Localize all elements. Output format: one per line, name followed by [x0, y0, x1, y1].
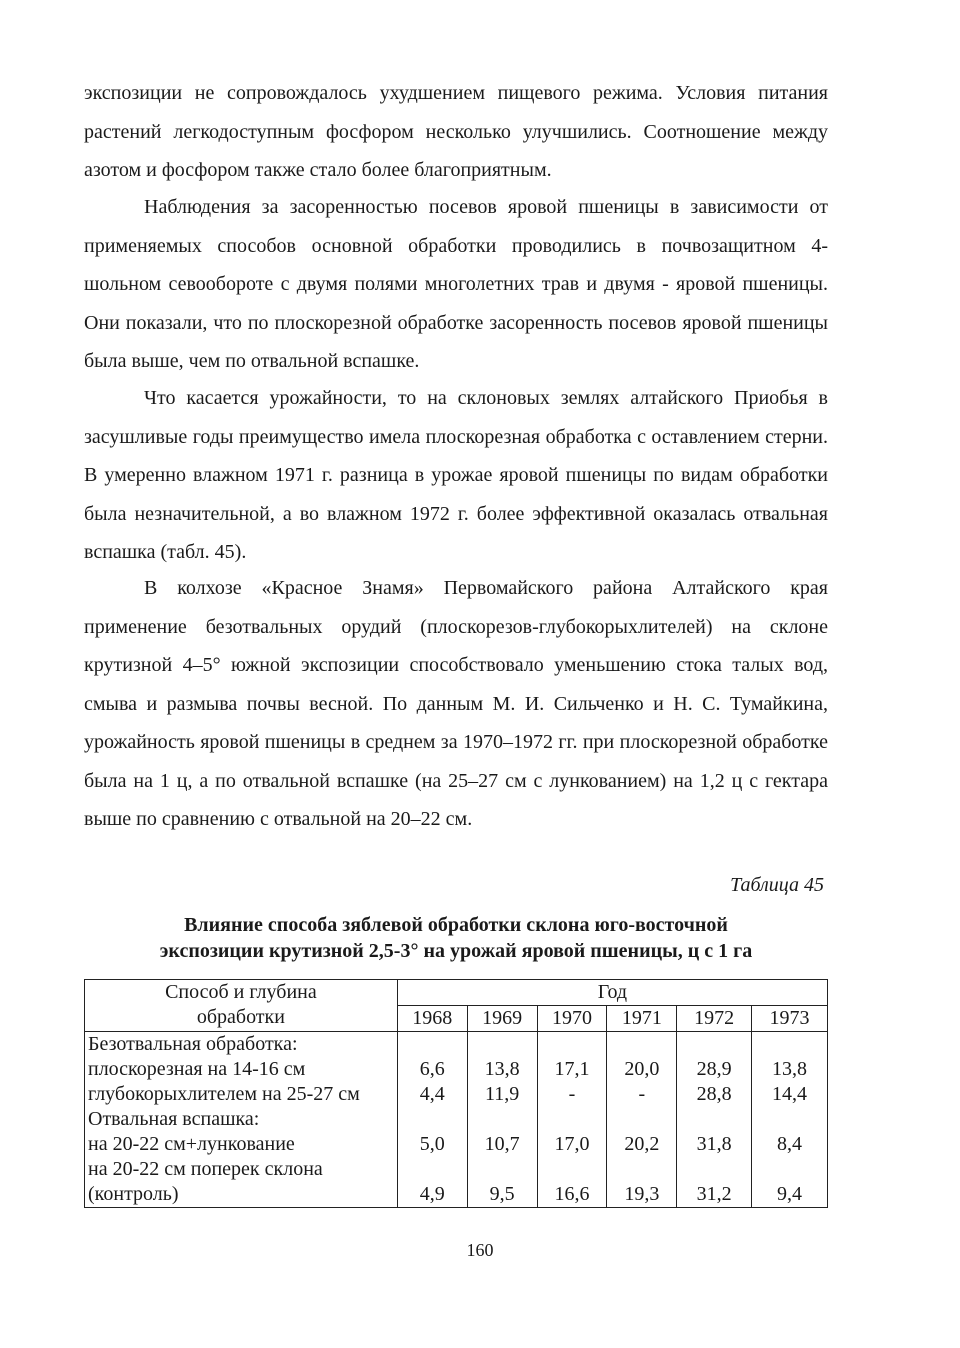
header-method-line-1: Способ и глубина	[165, 981, 317, 1003]
value-cell: -	[638, 1083, 646, 1105]
page-number: 160	[466, 1240, 494, 1260]
year-cell: 1972	[677, 1006, 752, 1032]
row-label: глубокорыхлителем на 25-27 см	[88, 1083, 360, 1105]
header-year: Год	[397, 980, 827, 1006]
value-column	[607, 1032, 677, 1208]
paragraph-2: Наблюдения за засоренностью посевов яровой пшеницы в зависимости от применяемых способов основной обработки проводились в почвозащитном 4-шольном севообороте с двумя полями многолетних трав и двумя - яровой пшеницы. Они показали, что по плоскорезной обработке засоренность посевов яровой пшеницы была выше, чем по отвальной вспашке.	[84, 196, 828, 372]
table-title	[84, 912, 828, 964]
value-cell: 9,4	[777, 1183, 803, 1205]
table-container	[84, 979, 828, 1208]
value-cell: 20,0	[624, 1058, 660, 1080]
paragraph-3: Что касается урожайности, то на склоновых землях алтайского Приобья в засушливые годы преимущество имела плоскорезная обработка с оставлением стерни. В умеренно влажном 1971 г. разница в урожае яровой пшеницы по видам обработки была незначительной, а во влажном 1972 г. более эффективной оказалась отвальная вспашка (табл. 45).	[84, 387, 828, 563]
year-cell: 1969	[467, 1006, 537, 1032]
value-cell: 13,8	[772, 1058, 808, 1080]
value-cell: 28,8	[696, 1083, 732, 1105]
value-cell: -	[568, 1083, 576, 1105]
group-label: Безотвальная обработка:	[88, 1033, 298, 1055]
value-cell: 16,6	[554, 1183, 590, 1205]
value-cell: 5,0	[419, 1133, 445, 1155]
value-column	[467, 1032, 537, 1208]
value-column	[752, 1032, 828, 1208]
table-title-line-1: Влияние способа зяблевой обработки склона юго-восточной	[184, 914, 728, 936]
year-cell: 1971	[607, 1006, 677, 1032]
row-label: (контроль)	[88, 1183, 179, 1205]
value-cell: 6,6	[419, 1058, 445, 1080]
value-cell: 13,8	[484, 1058, 520, 1080]
value-cell: 14,4	[772, 1083, 808, 1105]
row-labels-cell	[85, 1032, 398, 1208]
paragraph-4: В колхозе «Красное Знамя» Первомайского района Алтайского края применение безотвальных орудий (плоскорезов-глубокорыхлителей) на склоне крутизной 4–5° южной экспозиции способствовало уменьшению стока талых вод, смыва и размыва почвы весной. По данным М. И. Сильченко и Н. С. Тумайкина, урожайность яровой пшеницы в среднем за 1970–1972 гг. при плоскорезной обработке была на 1 ц, а по отвальной вспашке (на 25–27 см с лункованием) на 1,2 ц с гектара выше по сравнению с отвальной на 20–22 см.	[84, 577, 828, 830]
value-cell: 20,2	[624, 1133, 660, 1155]
paragraph-1: экспозиции не сопровождалось ухудшением пищевого режима. Условия питания растений легкодоступным фосфором несколько улучшились. Соотношение между азотом и фосфором также стало более благоприятным.	[84, 82, 828, 181]
value-column	[537, 1032, 607, 1208]
table-header-row	[85, 980, 828, 1006]
group-label: Отвальная вспашка:	[88, 1108, 260, 1130]
value-cell: 10,7	[484, 1133, 520, 1155]
table-title-line-2: экспозиции крутизной 2,5-3° на урожай яровой пшеницы, ц с 1 га	[159, 940, 753, 962]
value-cell: 19,3	[624, 1183, 660, 1205]
year-cell: 1968	[397, 1006, 467, 1032]
year-cell: 1973	[752, 1006, 828, 1032]
value-column	[677, 1032, 752, 1208]
table-label: Таблица 45	[730, 874, 824, 896]
value-cell: 17,1	[554, 1058, 590, 1080]
row-label: плоскорезная на 14-16 см	[88, 1058, 306, 1080]
year-cell: 1970	[537, 1006, 607, 1032]
value-cell: 31,2	[696, 1183, 732, 1205]
value-cell: 31,8	[696, 1133, 732, 1155]
data-table	[84, 979, 828, 1208]
header-method-line-2: обработки	[196, 1006, 285, 1028]
value-cell: 11,9	[484, 1083, 520, 1105]
value-cell: 4,4	[419, 1083, 445, 1105]
value-cell: 4,9	[419, 1183, 445, 1205]
value-cell: 9,5	[489, 1183, 515, 1205]
table-body-row	[85, 1032, 828, 1208]
value-cell: 28,9	[696, 1058, 732, 1080]
value-cell: 8,4	[777, 1133, 803, 1155]
row-label: на 20-22 см поперек склона	[88, 1158, 323, 1180]
value-cell: 17,0	[554, 1133, 590, 1155]
header-method	[85, 980, 398, 1032]
value-column	[397, 1032, 467, 1208]
row-label: на 20-22 см+лункование	[88, 1133, 295, 1155]
